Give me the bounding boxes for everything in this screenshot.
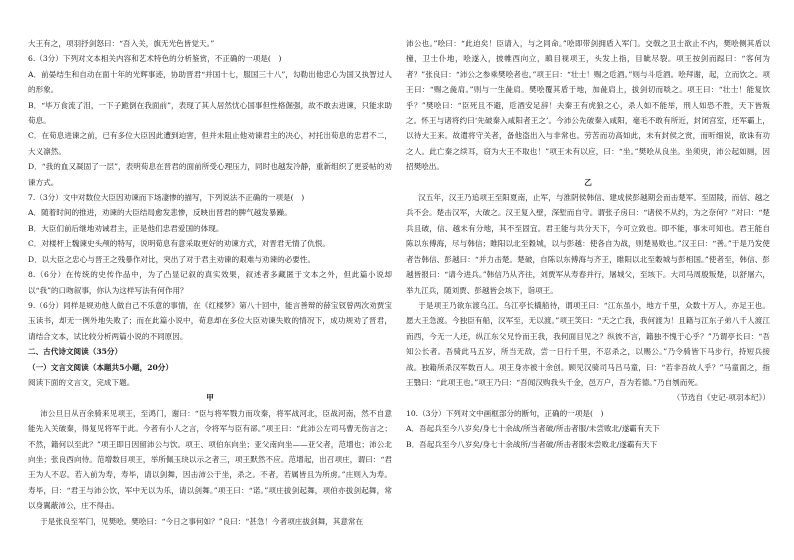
question-6-option-d: D．“我的血又凝固了一层”，表明荀息在晋君的面前所受心理压力，同时也越发冷静，重新组织了更妥帖的劝谏方式。 <box>28 162 392 187</box>
passage-yi-paragraph: 于是项王乃欲东渡乌江。乌江亭长檥船待，谓项王曰：“江东虽小，地方千里，众数十万人，亦足王也。愿大王急渡。今独臣有船，汉军至，无以渡。”项王笑曰：“天之亡我，我何渡为！且籍与江东子弟八千人渡江而西，今无一人还，纵江东父兄怜而王我，我何面目见之？纵彼不言，籍独不愧于心乎？”乃谓亭长曰：“吾知公长者。吾骑此马五岁，所当无敌，尝一日行千里，不忍杀之，以赐公。”乃令骑皆下马步行，持短兵接战。独籍所杀汉军数百人。项王身亦被十余创。顾见汉骑司马吕马童，曰：“若非吾故人乎？”马童面之，指王翳曰：“此项王也。”项王乃曰：“吾闻汉购我头千金，邑万户，吾为若德。”乃自刎而死。 <box>406 300 770 387</box>
question-7-stem: 7.（3分）文中对数位大臣因劝谏而下场凄惨的描写，下列说法不正确的一项是( ) <box>28 193 305 203</box>
subsection-heading: （一）文言文阅读（本题共5小题，20分） <box>28 362 173 372</box>
question-10-option-b: B．吾起兵至今八岁矣/身七十余战所/当者破/所击者服未尝败北/遂霸有天下 <box>406 439 658 449</box>
question-7-option-b: B．大臣们前后继地劝诫君主，正是他们忠君爱国的体现。 <box>28 223 224 233</box>
passage-yi-paragraph: 汉五年，汉王乃追项王至阳夏南，止军，与淮阴侯韩信、建成侯彭越期会而击楚军。至固陵，而信、越之兵不会。楚击汉军，大破之。汉王复入壁，深堑而自守。谓张子房曰：“诸侯不从约，为之奈何？”对曰：“楚兵且破，信、越未有分地，其不至固宜。君王能与共分天下，今可立致也。即不能，事未可知也。君王能自陈以东傅海，尽与韩信；睢阳以北至穀城，以与彭越：使各自为战，则楚易败也。”汉王曰：“善。”于是乃发使者告韩信、彭越曰：“并力击楚。楚破，自陈以东傅海与齐王，睢阳以北至穀城与彭相国。”使者至，韩信、彭越皆报曰：“请今进兵。”韩信乃从齐往，刘贾军从寿春并行，屠城父，至垓下。大司马周殷叛楚，以舒屠六，举九江兵，随刘贾、彭越皆会垓下，诣项王。 <box>406 193 770 295</box>
question-7-option-d: D．以大臣之忠心与晋王之残暴作对比，突出了对于君主劝谏的艰难与劝谏的必要性。 <box>28 254 316 264</box>
question-8: 8.（6分）在传统的史传作品中，为了凸显记叙的真实效果，叙述者多藏匿于文本之外，但此篇小说却以“我”的口吻叙事，你认为这样写法有何作用？ <box>28 270 392 295</box>
question-6-option-b: B．“毕万食流了泪，一下子跪倒在我面前”，表现了其人居然忧心国事但性格倔强，故不敢去进谏，只能求助荀息。 <box>28 100 392 126</box>
passage-label-jia: 甲 <box>206 393 214 403</box>
question-9: 9.（6分）同样是规劝他人做自己不乐意的事情，在《红楼梦》第八十回中，能言善辩的薛宝钗曾两次劝贾宝玉读书，却无一例外地失败了；而在此篇小说中，荀息却在多位大臣劝谏失败的情况下，成功规劝了晋君，请结合文本，试比较分析两篇小说的不同原因。 <box>28 300 392 341</box>
question-10-option-a: A．吾起兵至今八岁矣/身七十余战/所当者破/所击者服/未尝败北/遂霸有天下 <box>406 424 660 434</box>
question-7-option-c: C．对楼杆上魏谏史头颅的特写，说明荀息有意采取更好的劝谏方式，对晋君无情了仇恨。 <box>28 239 330 249</box>
passage-jia-paragraph: 于是张良至军门，见樊哙。樊哙曰：“今日之事何如？”良曰：“甚急！今者项庄拔剑舞，其意常在 <box>40 516 364 526</box>
section-heading: 二、古代诗文阅读（35分） <box>28 347 123 357</box>
question-6-stem: 6.（3分）下列对文本相关内容和艺术特色的分析鉴赏，不正确的一项是( ) <box>28 54 282 64</box>
question-6-option-c: C．在荀息进谏之前，已有多位大臣因此遭到迫害，但并未阻止他劝谏君主的决心，衬托出荀息的忠君不二，大义凛然。 <box>28 131 392 156</box>
instruction: 阅读下面的文言文，完成下题。 <box>28 377 135 387</box>
source-note: （节选自《史记·项羽本纪》） <box>672 393 770 403</box>
top-line: 大王有之，项羽抒剑怒曰：“吾入关，旗无光色皆觉天。” <box>28 39 215 48</box>
question-7-option-a: A．随着时间的推进，劝谏的大臣结局愈发悲惨，反映出晋君的脾气越发暴躁。 <box>28 208 292 218</box>
passage-jia-paragraph: 沛公旦日从百余骑来见项王，至鸿门，谢曰：“臣与将军戮力而攻秦，将军战河北，臣战河南，然不自意能先入关破秦，得复见将军于此。今者有小人之言，令将军与臣有郤。”项王曰：“此沛公左司马曹无伤言之；不然，籍何以至此？”项王即日因留沛公与饮。项王、项伯东向坐；亚父南向坐——亚父者，范增也；沛公北向坐；张良西向侍。范增数目项王，举所佩玉玦以示之者三，项王默然不应。范增起，出召项庄，谓曰：“君王为人不忍。若入前为寿，寿毕，请以剑舞，因击沛公于坐，杀之。不者，若属皆且为所虏。”庄则入为寿。寿毕，曰：“君王与沛公饮，军中无以为乐，请以剑舞。”项王曰：“诺。”项庄拔剑起舞，项伯亦拔剑起舞，常以身翼蔽沛公，庄不得击。 <box>28 408 392 511</box>
right-column <box>406 36 770 452</box>
question-6-option-a: A．前晏结生和自动在面十年的光辉事迹，协助晋君“并国十七，服国三十八”，勾勒出他忠心为国又执智过人的形象。 <box>28 69 392 95</box>
passage-jia-continued: 沛公也。”哙曰：“此迫矣！臣请入，与之同命。”哙即带剑拥盾入军门。交戟之卫士欲止不内，樊哙侧其盾以撞，卫士仆地，哙遂入，披帷西向立，瞋目视项王，头发上指，目眦尽裂。项王按剑而跽曰：“客何为者？”张良曰：“沛公之参乘樊哙者也。”项王曰：“壮士！赐之卮酒。”则与斗卮酒。哙拜谢，起，立而饮之。项王曰：“赐之彘肩。”则与一生彘肩。樊哙覆其盾于地，加彘肩上，拔剑切而啖之。项王曰：“壮士！能复饮乎？”樊哙曰：“臣死且不避，卮酒安足辞！夫秦王有虎狼之心，杀人如不能举，刑人如恐不胜，天下皆叛之。怀王与诸将约曰‘先破秦入咸阳者王之’。今沛公先破秦入咸阳，毫毛不敢有所近，封闭宫室，还军霸上，以待大王来。故遣将守关者，备他盗出入与非常也。劳苦而功高如此，未有封侯之赏，而听细说，欲诛有功之人。此亡秦之续耳，窃为大王不取也！”项王未有以应，曰：“坐。”樊哙从良坐。坐须臾，沛公起如厕，因招樊哙出。 <box>406 39 770 172</box>
question-10-stem: 10.（3分）下列对文中画框部分的断句，正确的一项是( ) <box>406 408 604 418</box>
left-column <box>28 36 392 529</box>
passage-label-yi: 乙 <box>584 177 592 187</box>
